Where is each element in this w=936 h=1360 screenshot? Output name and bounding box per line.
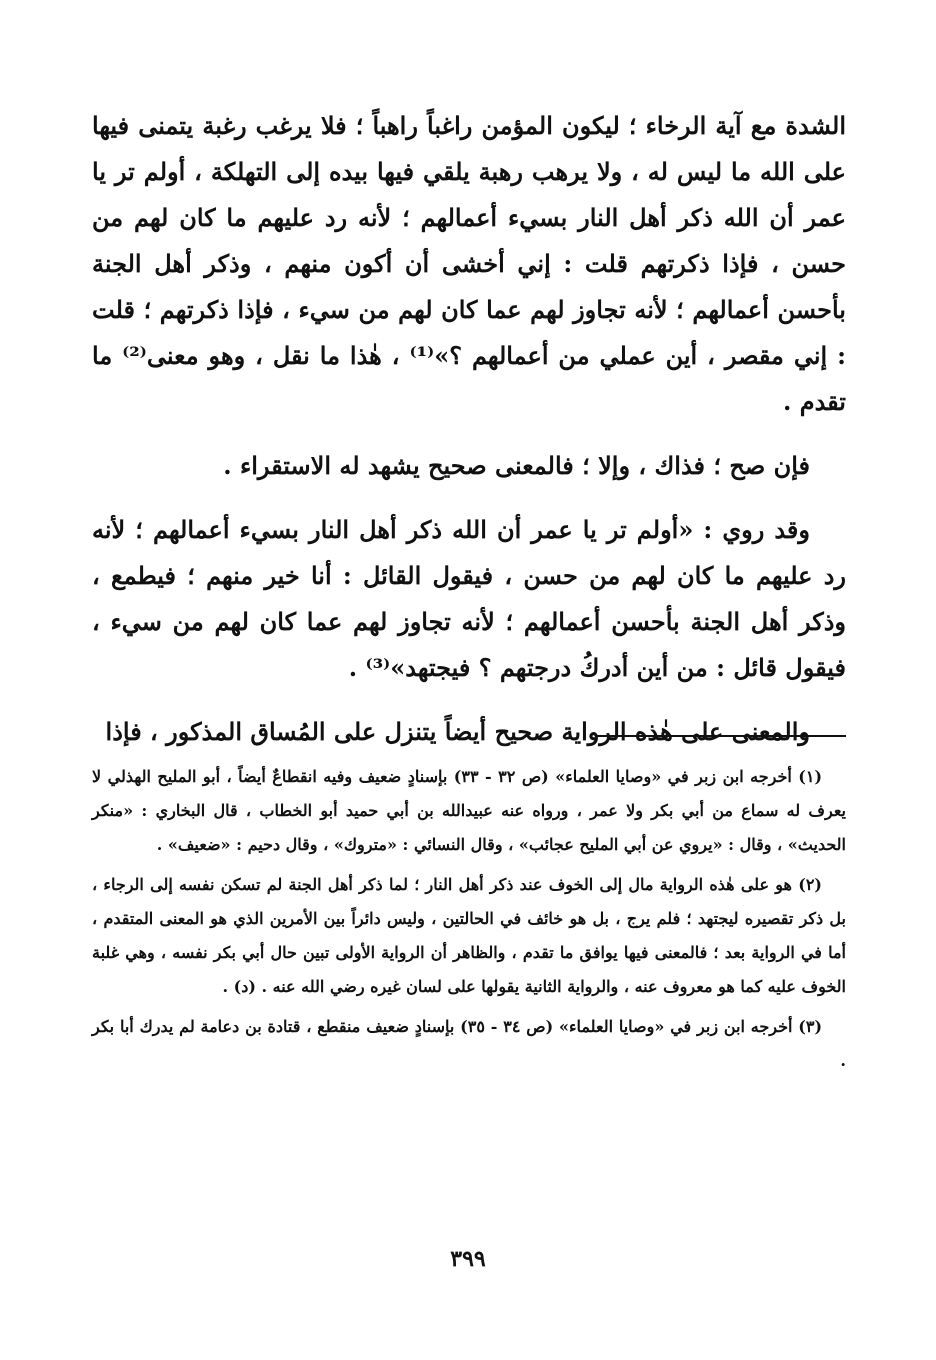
paragraph-2: فإن صح ؛ فذاك ، وإلا ؛ فالمعنى صحيح يشهد له الاستقراء . [223,451,810,480]
main-text [92,103,846,773]
footnotes [92,760,846,1084]
page-number: ٣٩٩ [450,1246,486,1272]
paragraph-1: الشدة مع آية الرخاء ؛ ليكون المؤمن راغباً راهباً ؛ فلا يرغب رغبة يتمنى فيها على الله ما ليس له ، ولا يرهب رهبة يلقي فيها بيده إلى التهلكة ، أولم تر يا عمر أن الله ذكر أهل النار بسيء أعمالهم ؛ لأنه رد عليهم ما كان لهم من حسن ، فإذا ذكرتهم قلت : إني أخشى أن أكون منهم ، وذكر أهل الجنة بأحسن أعمالهم ؛ لأنه تجاوز لهم عما كان لهم من سيء ، فإذا ذكرتهم ؛ قلت : إني مقصر ، أين عملي من أعمالهم ؟»⁽¹⁾ ، هٰذا ما نقل ، وهو معنى⁽²⁾ ما تقدم . [92,111,846,416]
paragraph-4: والمعنى على هٰذه الرواية صحيح أيضاً يتنزل على المُساق المذكور ، فإذا [105,717,810,746]
footnote-divider [596,735,846,737]
footnote-2: (٢) هو على هٰذه الرواية مال إلى الخوف عند ذكر أهل النار ؛ لما ذكر أهل الجنة لم تسكن نفسه إلى الرجاء ، بل ذكر تقصيره ليجتهد ؛ فلم يرج ، بل هو خائف في الحالتين ، وليس دائراً بين الأمرين الذي هو المعنى المتقدم ، أما في الرواية بعد ؛ فالمعنى فيها يوافق ما تقدم ، والظاهر أن الرواية الأولى تبين حال أبي بكر نفسه ، وهي غلبة الخوف عليه كما هو معروف عنه ، والرواية الثانية يقولها على لسان غيره رضي الله عنه . (د) . [92,875,846,996]
footnote-3: (٣) أخرجه ابن زبر في «وصايا العلماء» (ص ٣٤ - ٣٥) بإسنادٍ ضعيف منقطع ، قتادة بن دعامة لم يدرك أبا بكر . [92,1017,846,1070]
footnote-1: (١) أخرجه ابن زبر في «وصايا العلماء» (ص ٣٢ - ٣٣) بإسنادٍ ضعيف وفيه انقطاعٌ أيضاً ، أبو المليح الهذلي لا يعرف له سماع من أبي بكر ولا عمر ، ورواه عنه عبيدالله بن أبي حميد أبو الخطاب ، قال البخاري : «منكر الحديث» ، وقال : «يروي عن أبي المليح عجائب» ، وقال النسائي : «متروك» ، وقال دحيم : «ضعيف» . [92,767,846,854]
paragraph-3: وقد روي : «أولم تر يا عمر أن الله ذكر أهل النار بسيء أعمالهم ؛ لأنه رد عليهم ما كان لهم من حسن ، فيقول القائل : أنا خير منهم ؛ فيطمع ، وذكر أهل الجنة بأحسن أعمالهم ؛ لأنه تجاوز لهم عما كان لهم من سيء ، فيقول قائل : من أين أدركُ درجتهم ؟ فيجتهد»⁽³⁾ . [92,515,846,682]
